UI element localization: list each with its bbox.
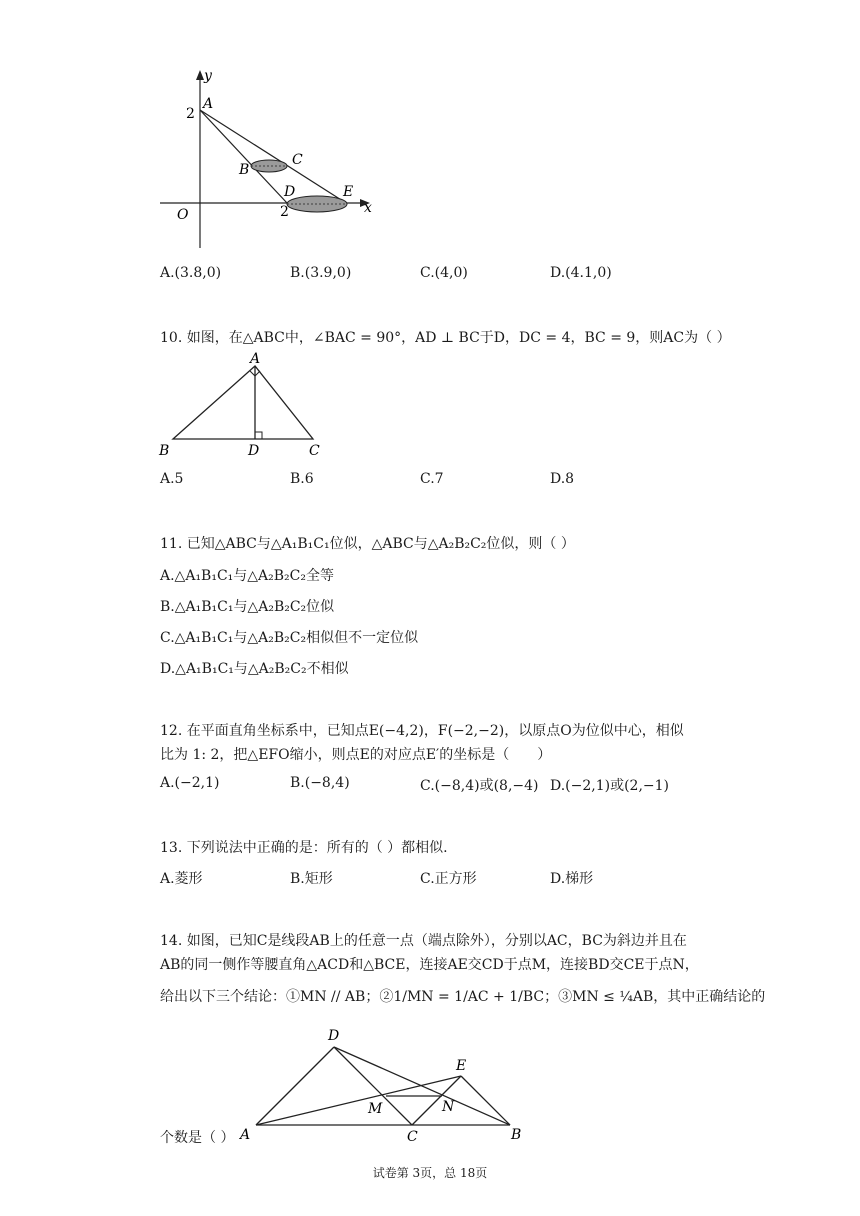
q10-label-D: D [248, 443, 260, 459]
q10-option-a[interactable]: A.5 [160, 471, 184, 487]
q14-label-E: E [456, 1058, 467, 1074]
label-O: O [177, 207, 189, 223]
q10-option-d[interactable]: D.8 [550, 471, 575, 487]
q11-option-c[interactable]: C.△A₁B₁C₁与△A₂B₂C₂相似但不一定位似 [160, 630, 419, 646]
q12-option-c[interactable]: C.(−8,4)或(8,−4) [420, 778, 539, 794]
q9-option-d[interactable]: D.(4.1,0) [550, 265, 612, 281]
q13-text: 13. 下列说法中正确的是：所有的（ ）都相似. [160, 840, 448, 856]
q10-label-C: C [309, 443, 320, 459]
q9-option-a[interactable]: A.(3.8,0) [160, 265, 222, 281]
q13-option-b[interactable]: B.矩形 [290, 871, 333, 887]
label-A: A [203, 96, 214, 112]
q10-option-c[interactable]: C.7 [420, 471, 444, 487]
q10-label-A: A [250, 351, 261, 367]
label-E: E [343, 184, 354, 200]
figure-q9-coordinate [150, 66, 380, 256]
q9-option-b[interactable]: B.(3.9,0) [290, 265, 352, 281]
q11-text: 11. 已知△ABC与△A₁B₁C₁位似，△ABC与△A₂B₂C₂位似，则（ ） [160, 536, 575, 552]
q14-label-C: C [407, 1129, 418, 1145]
label-D: D [284, 184, 296, 200]
q14-text-line2: AB的同一侧作等腰直角△ACD和△BCE，连接AE交CD于点M，连接BD交CE于点N， [160, 957, 699, 973]
q14-label-A: A [240, 1127, 251, 1143]
q10-label-B: B [159, 443, 170, 459]
q14-text-line1: 14. 如图，已知C是线段AB上的任意一点（端点除外），分别以AC，BC为斜边并且在 [160, 933, 687, 949]
label-x: x [364, 200, 372, 216]
q14-label-B: B [511, 1127, 522, 1143]
label-y: y [204, 68, 212, 84]
q14-label-D: D [328, 1028, 340, 1044]
label-C: C [292, 152, 303, 168]
q13-option-c[interactable]: C.正方形 [420, 871, 477, 887]
q13-option-a[interactable]: A.菱形 [160, 871, 203, 887]
label-x-2: 2 [280, 204, 289, 220]
q14-label-M: M [368, 1101, 383, 1117]
figure-q10-triangle [155, 350, 335, 462]
figure-q14 [238, 1020, 533, 1150]
label-y-2: 2 [186, 106, 195, 122]
q13-option-d[interactable]: D.梯形 [550, 871, 594, 887]
label-B: B [239, 162, 250, 178]
q14-text-line4: 个数是（ ） [160, 1130, 235, 1146]
q14-text-line3: 给出以下三个结论：①MN // AB；②1/MN = 1/AC + 1/BC；③MN ≤ ¼AB，其中正确结论的 [160, 989, 766, 1005]
q12-text-line2: 比为 1: 2，把△EFO缩小，则点E的对应点E′的坐标是（ ） [160, 747, 552, 763]
page-footer: 试卷第 3页，总 18页 [372, 1166, 488, 1180]
q12-option-d[interactable]: D.(−2,1)或(2,−1) [550, 778, 670, 794]
q10-option-b[interactable]: B.6 [290, 471, 314, 487]
q11-option-d[interactable]: D.△A₁B₁C₁与△A₂B₂C₂不相似 [160, 661, 349, 677]
q12-option-a[interactable]: A.(−2,1) [160, 775, 220, 791]
q14-label-N: N [442, 1099, 455, 1115]
q9-option-c[interactable]: C.(4,0) [420, 265, 468, 281]
q11-option-a[interactable]: A.△A₁B₁C₁与△A₂B₂C₂全等 [160, 568, 334, 584]
q11-option-b[interactable]: B.△A₁B₁C₁与△A₂B₂C₂位似 [160, 599, 335, 615]
q10-text: 10. 如图，在△ABC中，∠BAC = 90°，AD ⊥ BC于D，DC = 4，BC = 9，则AC为（ ） [160, 330, 731, 346]
q12-option-b[interactable]: B.(−8,4) [290, 775, 350, 791]
q12-text-line1: 12. 在平面直角坐标系中，已知点E(−4,2)，F(−2,−2)，以原点O为位似中心，相似 [160, 723, 684, 739]
